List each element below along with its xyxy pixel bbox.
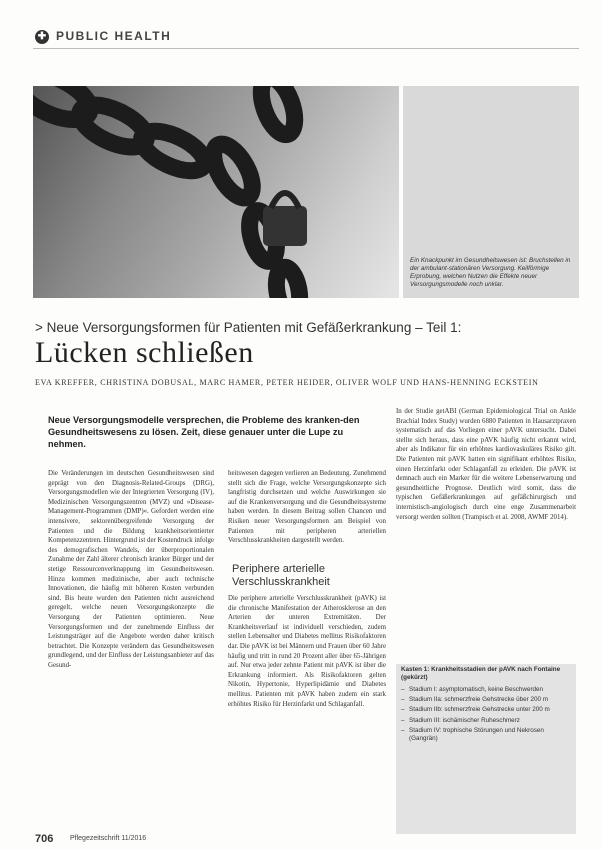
page-number: 706 — [35, 833, 54, 845]
body-column-1 — [48, 469, 214, 839]
body-column-3 — [396, 407, 576, 652]
list-item: – Stadium IV: trophische Störungen und Nekrosen (Gangrän) — [401, 727, 573, 743]
article-title: Lücken schließen — [35, 336, 254, 369]
article-authors: EVA KREFFER, CHRISTINA DOBUSAL, MARC HAMER, PETER HEIDER, OLIVER WOLF UND HANS-HENNING ECKSTEIN — [35, 378, 539, 387]
body-text-3: In der Studie getABI (German Epidemiological Trial on Ankle Brachial Index Study) wurden 6880 Patienten in Hausarztpraxen systematisch auf das Vorliegen einer pAVK untersucht. Dabei stellte sich heraus, dass eine pAVK häufig nicht erkannt wird, aber als Indikator für ein erhöhtes kardiovaskuläres Risiko gilt. Die Patienten mit pAVK hatten ein signifikant erhöhtes Risiko, einen Herzinfarkt oder Schlaganfall zu erleiden. Die pAVK ist demnach auch ein Marker für die weitere Lebenserwartung und gesundheitliche Prognose. Deutlich wird somit, dass die typischen Gefäßerkrankungen auf gefäßchirurgisch und internistisch-angiologisch durch eine enge Zusammenarbeit versorgt werden sollten (Trampisch et al. 2008, AWMF 2014). — [396, 408, 576, 521]
list-item: – Stadium IIa: schmerzfreie Gehstrecke über 200 m — [401, 696, 573, 704]
body-text-2: heitswesen dagegen verlieren an Bedeutung. Zunehmend stellt sich die Frage, welche Versorgungskonzepte sich langfristig durchsetzen und welche Auswirkungen sie auf die Krankenversorgung und die Gesundheitssysteme haben werden. In diesem Beitrag sollen Chancen und Risiken neuer Versorgungsformen am Beispiel von Patienten mit peripheren arteriellen Verschlusskrankheiten dargestellt werden. — [228, 470, 386, 545]
section-label: PUBLIC HEALTH — [56, 29, 172, 43]
header-rule — [33, 48, 579, 49]
journal-name: Pflegezeitschrift 11/2016 — [70, 835, 147, 842]
list-item: – Stadium III: ischämischer Ruheschmerz — [401, 717, 573, 725]
chain-lock-illustration — [33, 86, 399, 298]
list-item: – Stadium IIb: schmerzfreie Gehstrecke unter 200 m — [401, 706, 573, 714]
article-lead: Neue Versorgungsmodelle versprechen, die Probleme des kranken-den Gesundheitswesens zu lösen. Zeit, diese genauer unter die Lupe zu nehmen. — [48, 415, 360, 449]
body-text-1: Die Veränderungen im deutschen Gesundheitswesen sind geprägt von den Diagnosis-Related-Groups (DRG), Versorgungsmodellen wie der Integrierten Versorgung (IV), Medizinischen Versorgungszentren (MVZ) und »Disease-Management-Programmen (DMP)«. Gefordert werden eine intensivere, sektorenübergreifende Versorgung der Patienten und die Bildung krankheitsorientierter Kompetenzzentren. Hintergrund ist der Kostendruck infolge des demografischen Wandels, der überproportionalen Zunahme der Zahl älterer chronisch kranker Bürger und der stetige Ressourcenverknappung im Gesundheitswesen. Hinzu kommen medizinische, aber auch technische Innovationen, die häufig mit höheren Kosten verbunden sind. Bis heute wurden den Patienten nicht ausreichend geregelt, welche neuen Versorgungskonzepte die Versorgung der Patienten optimieren. Neue Versorgungsformen und der zunehmende Einfluss der Leistungsträger auf die Angebote werden daher kritisch betrachtet. Die Konzepte verändern das Gesundheitswesen grundlegend, und der Einfluss der Leistungsanbieter auf das Gesund- — [48, 470, 214, 669]
list-item: – Stadium I: asymptomatisch, keine Beschwerden — [401, 686, 573, 694]
section-subheading: Periphere arterielle Verschlusskrankheit — [232, 563, 330, 588]
body-text-2b: Die periphere arterielle Verschlusskrankheit (pAVK) ist die chronische Manifestation der Atherosklerose an den Arterien der unteren Extremitäten. Der Krankheitsverlauf ist individuell verschieden, zudem stellen Lebensalter und Diabetes mellitus Risikofaktoren dar. Die pAVK ist bei Männern und Frauen über 60 Jahre häufig und tritt in rund 20 Prozent aller über 65-Jährigen auf. Nur etwa jeder zehnte Patient mit pAVK ist über die Erkrankung informiert. Als Risikofaktoren gelten Nikotin, Hypertonie, Hyperlipidämie und Diabetes mellitus. Patienten mit pAVK haben zudem ein stark erhöhtes Risiko für Herzinfarkt und Schlaganfall. — [228, 595, 386, 708]
body-column-2b — [228, 594, 386, 839]
chain-lock-photo — [33, 86, 399, 298]
cross-icon: ✚ — [35, 30, 49, 44]
body-column-2 — [228, 469, 386, 557]
info-box-list — [401, 686, 573, 745]
info-box-title: Kasten 1: Krankheitsstadien der pAVK nach Fontaine (gekürzt) — [401, 666, 561, 682]
figure-caption: Ein Knackpunkt im Gesundheitswesen ist: Bruchstellen in der ambulant-stationären Versorgung. Keilförmige Erprobung, welchen Nutzen die Effekte neuer Versorgungsmodelle noch unklar. — [410, 257, 571, 288]
article-kicker: > Neue Versorgungsformen für Patienten mit Gefäßerkrankung – Teil 1: — [35, 320, 462, 335]
